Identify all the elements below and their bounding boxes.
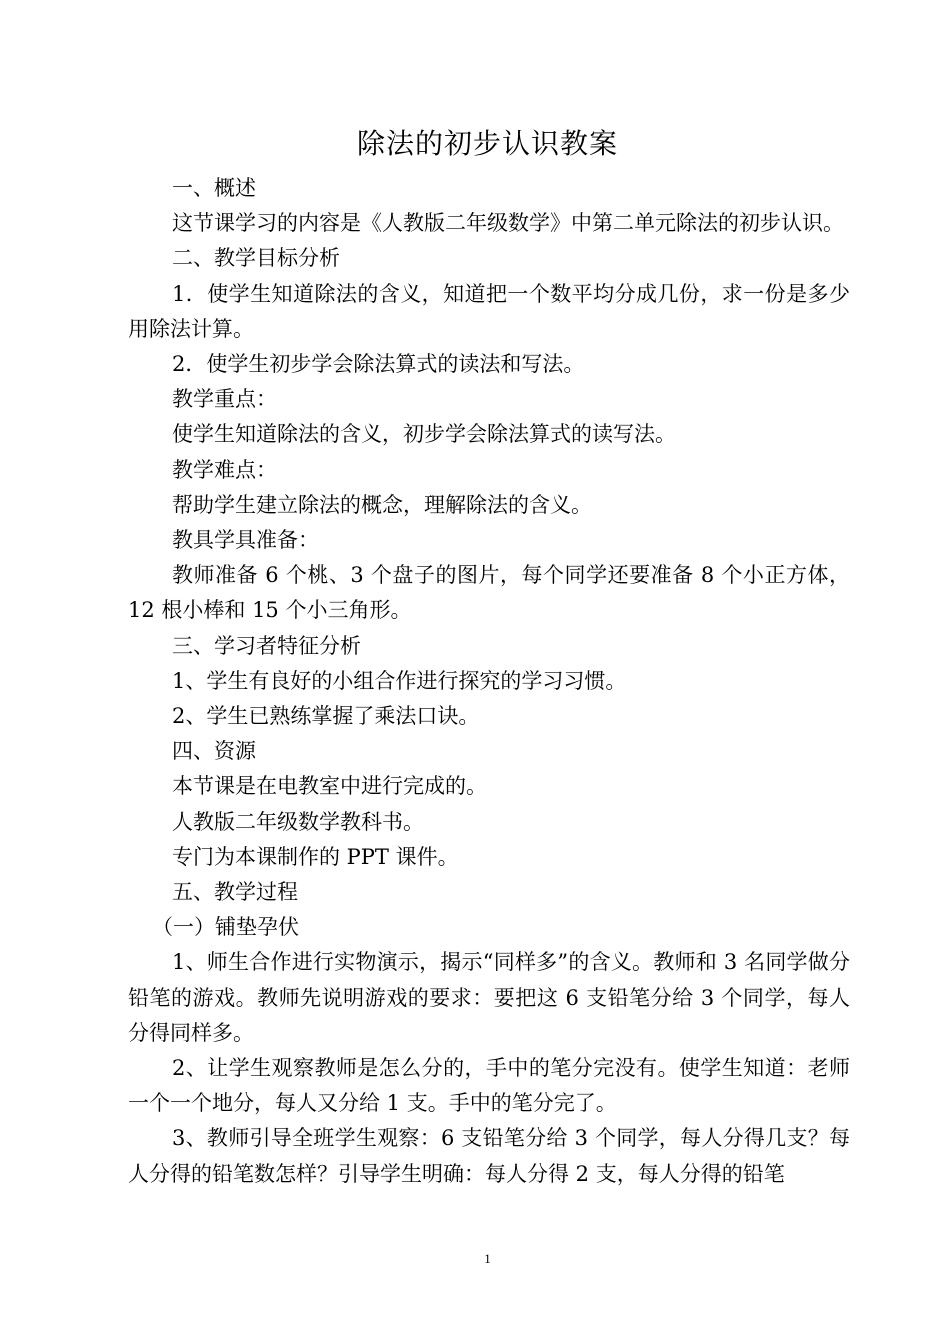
- process-step-2: 2、让学生观察教师是怎么分的，手中的笔分完没有。使学生知道：老师一个一个地分，每人又分给 1 支。手中的笔分完了。: [128, 1056, 850, 1116]
- process-step-1: 1、师生合作进行实物演示，揭示“同样多”的含义。教师和 3 名同学做分铅笔的游戏。教师先说明游戏的要求：要把这 6 支铅笔分给 3 个同学，每人分得同样多。: [128, 950, 850, 1045]
- label-key-points: 教学重点：: [172, 387, 277, 412]
- page-number: 1: [484, 1251, 491, 1266]
- section-heading-objectives: 二、教学目标分析: [172, 246, 340, 271]
- resource-item-3: 专门为本课制作的 PPT 课件。: [172, 844, 459, 869]
- paragraph-difficulties: 帮助学生建立除法的概念，理解除法的含义。: [172, 492, 592, 517]
- document-title: 除法的初步认识教案: [356, 127, 618, 160]
- section-heading-learners: 三、学习者特征分析: [172, 633, 361, 658]
- section-heading-process: 五、教学过程: [172, 880, 298, 905]
- section-heading-resources: 四、资源: [172, 739, 256, 764]
- learner-item-2: 2、学生已熟练掌握了乘法口诀。: [172, 704, 480, 729]
- learner-item-1: 1、学生有良好的小组合作进行探究的学习习惯。: [172, 668, 627, 693]
- label-difficulties: 教学难点：: [172, 457, 277, 482]
- section-heading-overview: 一、概述: [172, 176, 256, 200]
- resource-item-1: 本节课是在电教室中进行完成的。: [172, 774, 487, 799]
- document-body: [128, 171, 850, 1192]
- subsection-heading-preparation: （一）铺垫孕伏: [152, 915, 299, 940]
- paragraph-materials: 教师准备 6 个桃、3 个盘子的图片，每个同学还要准备 8 个小正方体，12 根小棒和 15 个小三角形。: [128, 563, 850, 623]
- resource-item-2: 人教版二年级数学教科书。: [172, 809, 424, 834]
- label-materials: 教具学具准备：: [172, 528, 319, 553]
- objective-item-2: 2．使学生初步学会除法算式的读法和写法。: [172, 352, 585, 377]
- objective-item-1: 1．使学生知道除法的含义，知道把一个数平均分成几份，求一份是多少用除法计算。: [128, 281, 850, 341]
- paragraph-key-points: 使学生知道除法的含义，初步学会除法算式的读写法。: [172, 422, 676, 447]
- paragraph-overview: 这节课学习的内容是《人教版二年级数学》中第二单元除法的初步认识。: [172, 211, 844, 236]
- process-step-3: 3、教师引导全班学生观察：6 支铅笔分给 3 个同学，每人分得几支？每人分得的铅笔数怎样？引导学生明确：每人分得 2 支，每人分得的铅笔: [128, 1126, 850, 1186]
